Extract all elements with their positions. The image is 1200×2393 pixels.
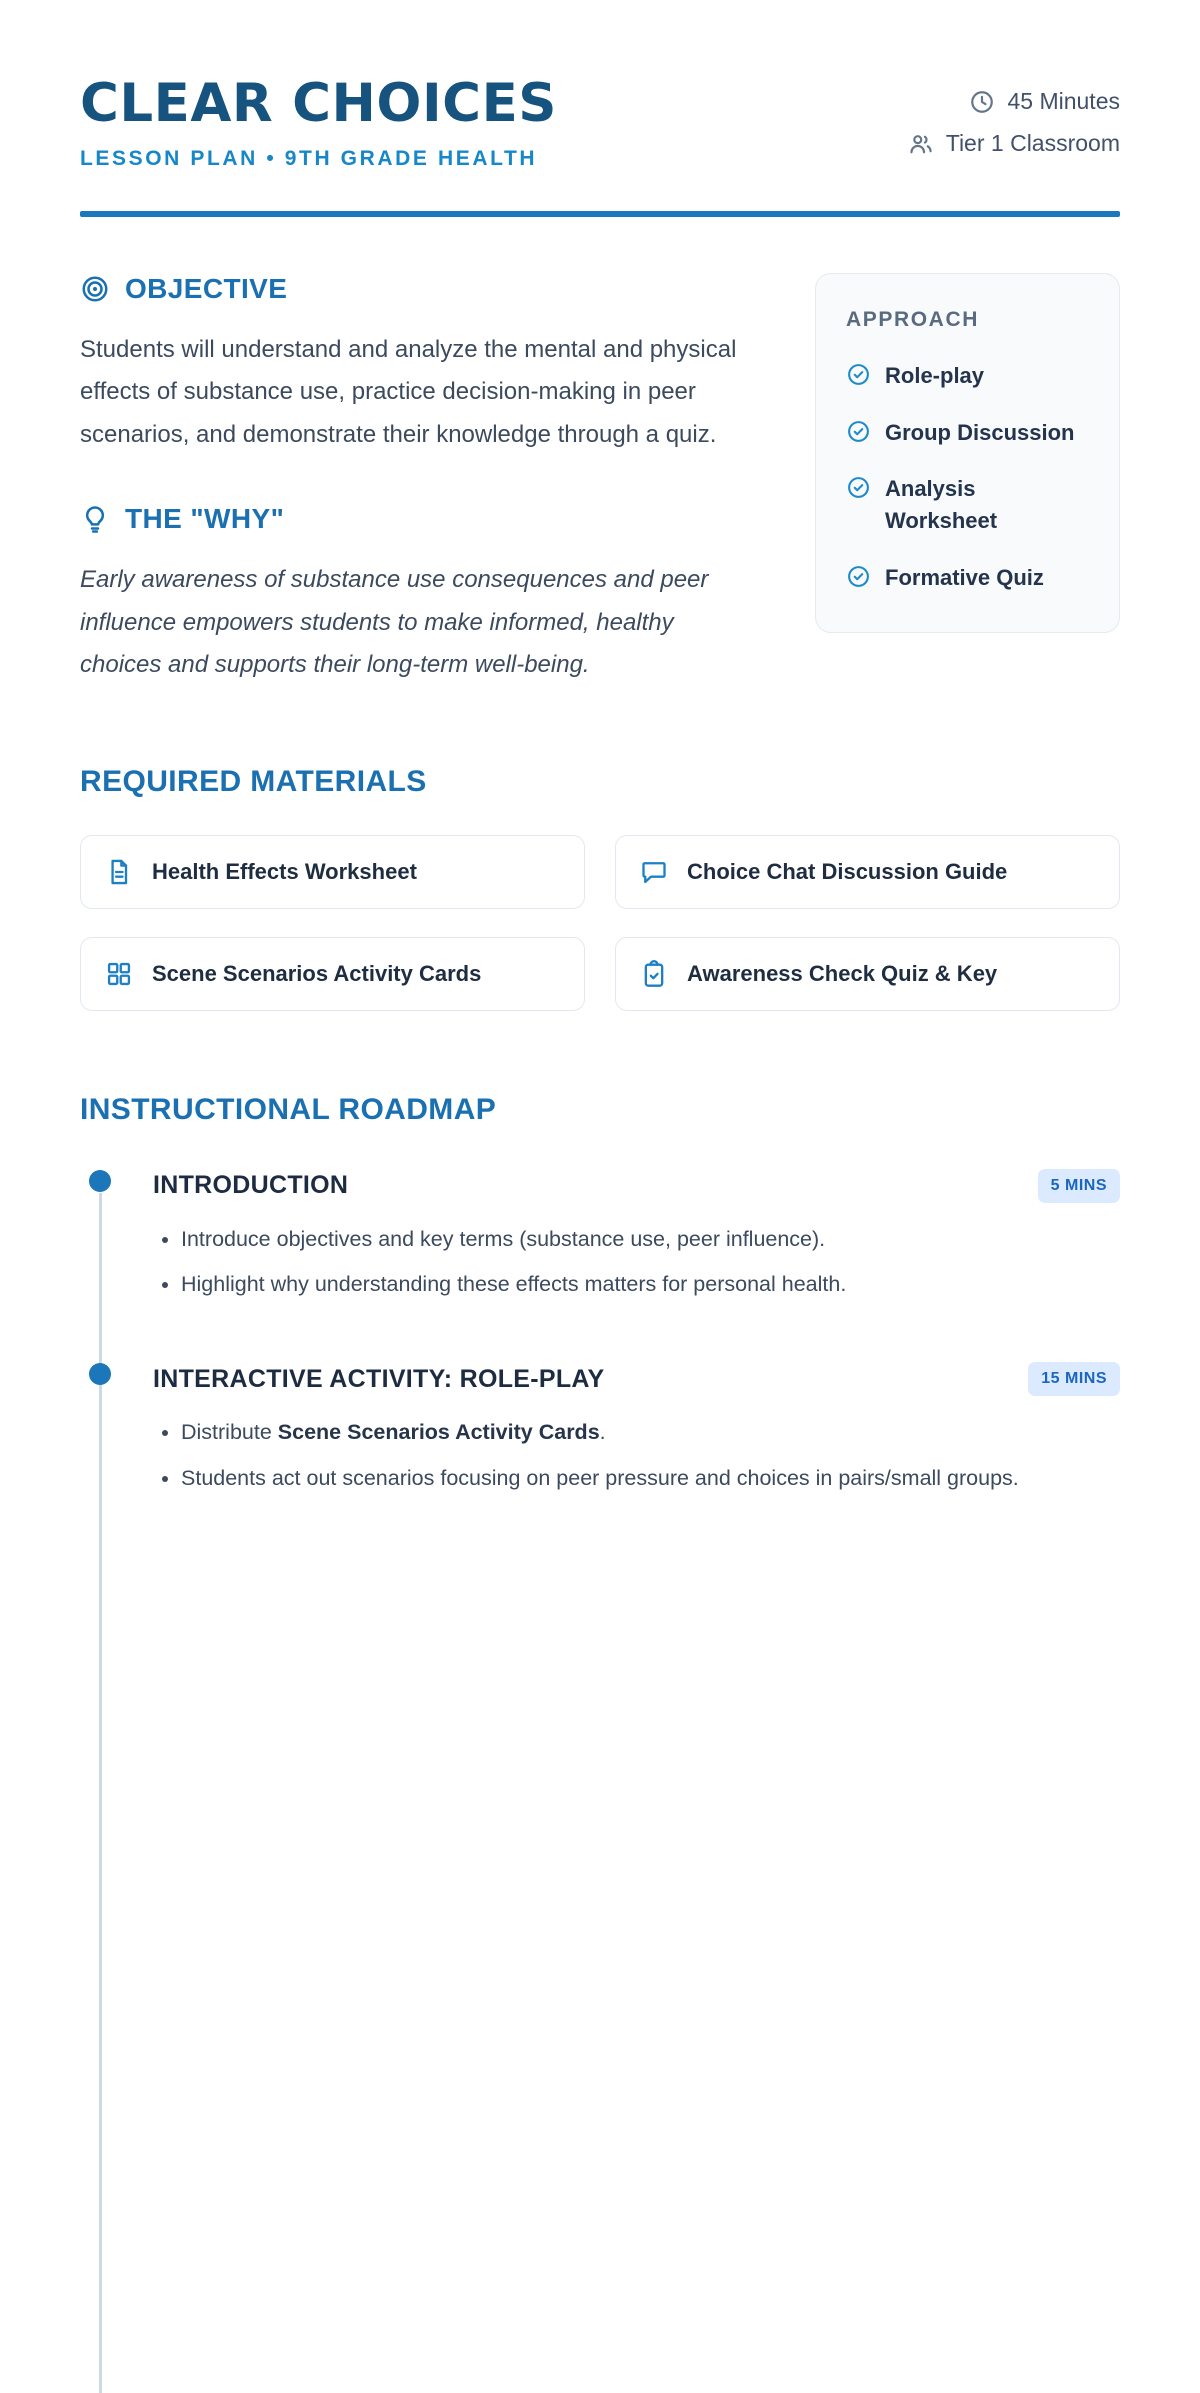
roadmap-section [80, 1093, 1120, 1494]
approach-item [846, 417, 1089, 449]
approach-item-label: Formative Quiz [885, 565, 1044, 591]
top-columns [80, 273, 1120, 687]
left-column [80, 273, 759, 687]
header-divider [80, 211, 1120, 217]
duration-badge: 15 MINS [1028, 1362, 1120, 1396]
approach-item [846, 360, 1089, 392]
duration-badge: 5 MINS [1038, 1169, 1120, 1203]
materials-heading: REQUIRED MATERIALS [80, 764, 427, 798]
material-label: Awareness Check Quiz & Key [687, 960, 998, 986]
material-card[interactable] [80, 937, 585, 1011]
approach-list [846, 360, 1089, 594]
timeline-dot-icon [89, 1170, 111, 1192]
timeline [80, 1169, 1120, 1494]
step-bullet: • Distribute Scene Scenarios Activity Cards. [181, 1416, 1120, 1448]
material-label: Choice Chat Discussion Guide [687, 858, 1008, 884]
approach-item-label: Analysis Worksheet [885, 476, 998, 534]
why-heading-row [80, 503, 759, 535]
why-section [80, 503, 759, 687]
approach-item [846, 473, 1089, 537]
material-card[interactable] [80, 835, 585, 909]
page-title: CLEAR CHOICES [80, 73, 557, 134]
objective-text: Students will understand and analyze the mental and physical effects of substance use, practice decision-making in peer scenarios, and demonstrate their knowledge through a quiz. [80, 335, 737, 449]
why-heading: THE "WHY" [125, 502, 285, 534]
check-circle-icon [846, 419, 871, 444]
page-subtitle: LESSON PLAN • 9TH GRADE HEALTH [80, 146, 538, 170]
step-bullets [153, 1416, 1120, 1494]
step-bullet: • Students act out scenarios focusing on peer pressure and choices in pairs/small groups. [181, 1462, 1120, 1494]
header-titles [80, 73, 557, 171]
material-label: Scene Scenarios Activity Cards [152, 960, 482, 986]
roadmap-step [80, 1169, 1120, 1301]
clipboard-icon [640, 960, 668, 988]
step-bullets [153, 1223, 1120, 1301]
materials-grid [80, 835, 1120, 1011]
chat-icon [640, 858, 668, 886]
roadmap-step [80, 1362, 1120, 1494]
grid-icon [105, 960, 133, 988]
tier-label: Tier 1 Classroom [945, 130, 1120, 156]
tier-meta [908, 130, 1120, 157]
roadmap-heading: INSTRUCTIONAL ROADMAP [80, 1092, 497, 1126]
step-header [153, 1362, 1120, 1396]
step-bullet: • Introduce objectives and key terms (substance use, peer influence). [181, 1223, 1120, 1255]
header [80, 73, 1120, 171]
header-meta [908, 76, 1120, 157]
step-header [153, 1169, 1120, 1203]
approach-card [815, 273, 1120, 633]
target-icon [80, 274, 110, 304]
step-bullet: • Highlight why understanding these effects matters for personal health. [181, 1268, 1120, 1300]
objective-heading-row [80, 273, 759, 305]
material-card[interactable] [615, 835, 1120, 909]
objective-section [80, 273, 759, 457]
document-icon [105, 858, 133, 886]
lightbulb-icon [80, 504, 110, 534]
approach-item-label: Role-play [885, 362, 985, 388]
check-circle-icon [846, 362, 871, 387]
approach-heading: APPROACH [846, 307, 979, 331]
approach-item-label: Group Discussion [885, 419, 1075, 445]
clock-icon [969, 89, 995, 115]
check-circle-icon [846, 475, 871, 500]
step-title: INTERACTIVE ACTIVITY: ROLE-PLAY [153, 1364, 605, 1393]
duration-meta [969, 88, 1120, 115]
people-icon [908, 131, 934, 157]
approach-item [846, 562, 1089, 594]
duration-label: 45 Minutes [1007, 88, 1120, 114]
why-text: Early awareness of substance use consequences and peer influence empowers students to make informed, healthy choices and supports their long-term well-being. [80, 565, 709, 679]
material-label: Health Effects Worksheet [152, 858, 417, 884]
objective-heading: OBJECTIVE [125, 272, 288, 304]
timeline-dot-icon [89, 1363, 111, 1385]
materials-section [80, 765, 1120, 1011]
check-circle-icon [846, 564, 871, 589]
step-title: INTRODUCTION [153, 1171, 349, 1200]
material-card[interactable] [615, 937, 1120, 1011]
